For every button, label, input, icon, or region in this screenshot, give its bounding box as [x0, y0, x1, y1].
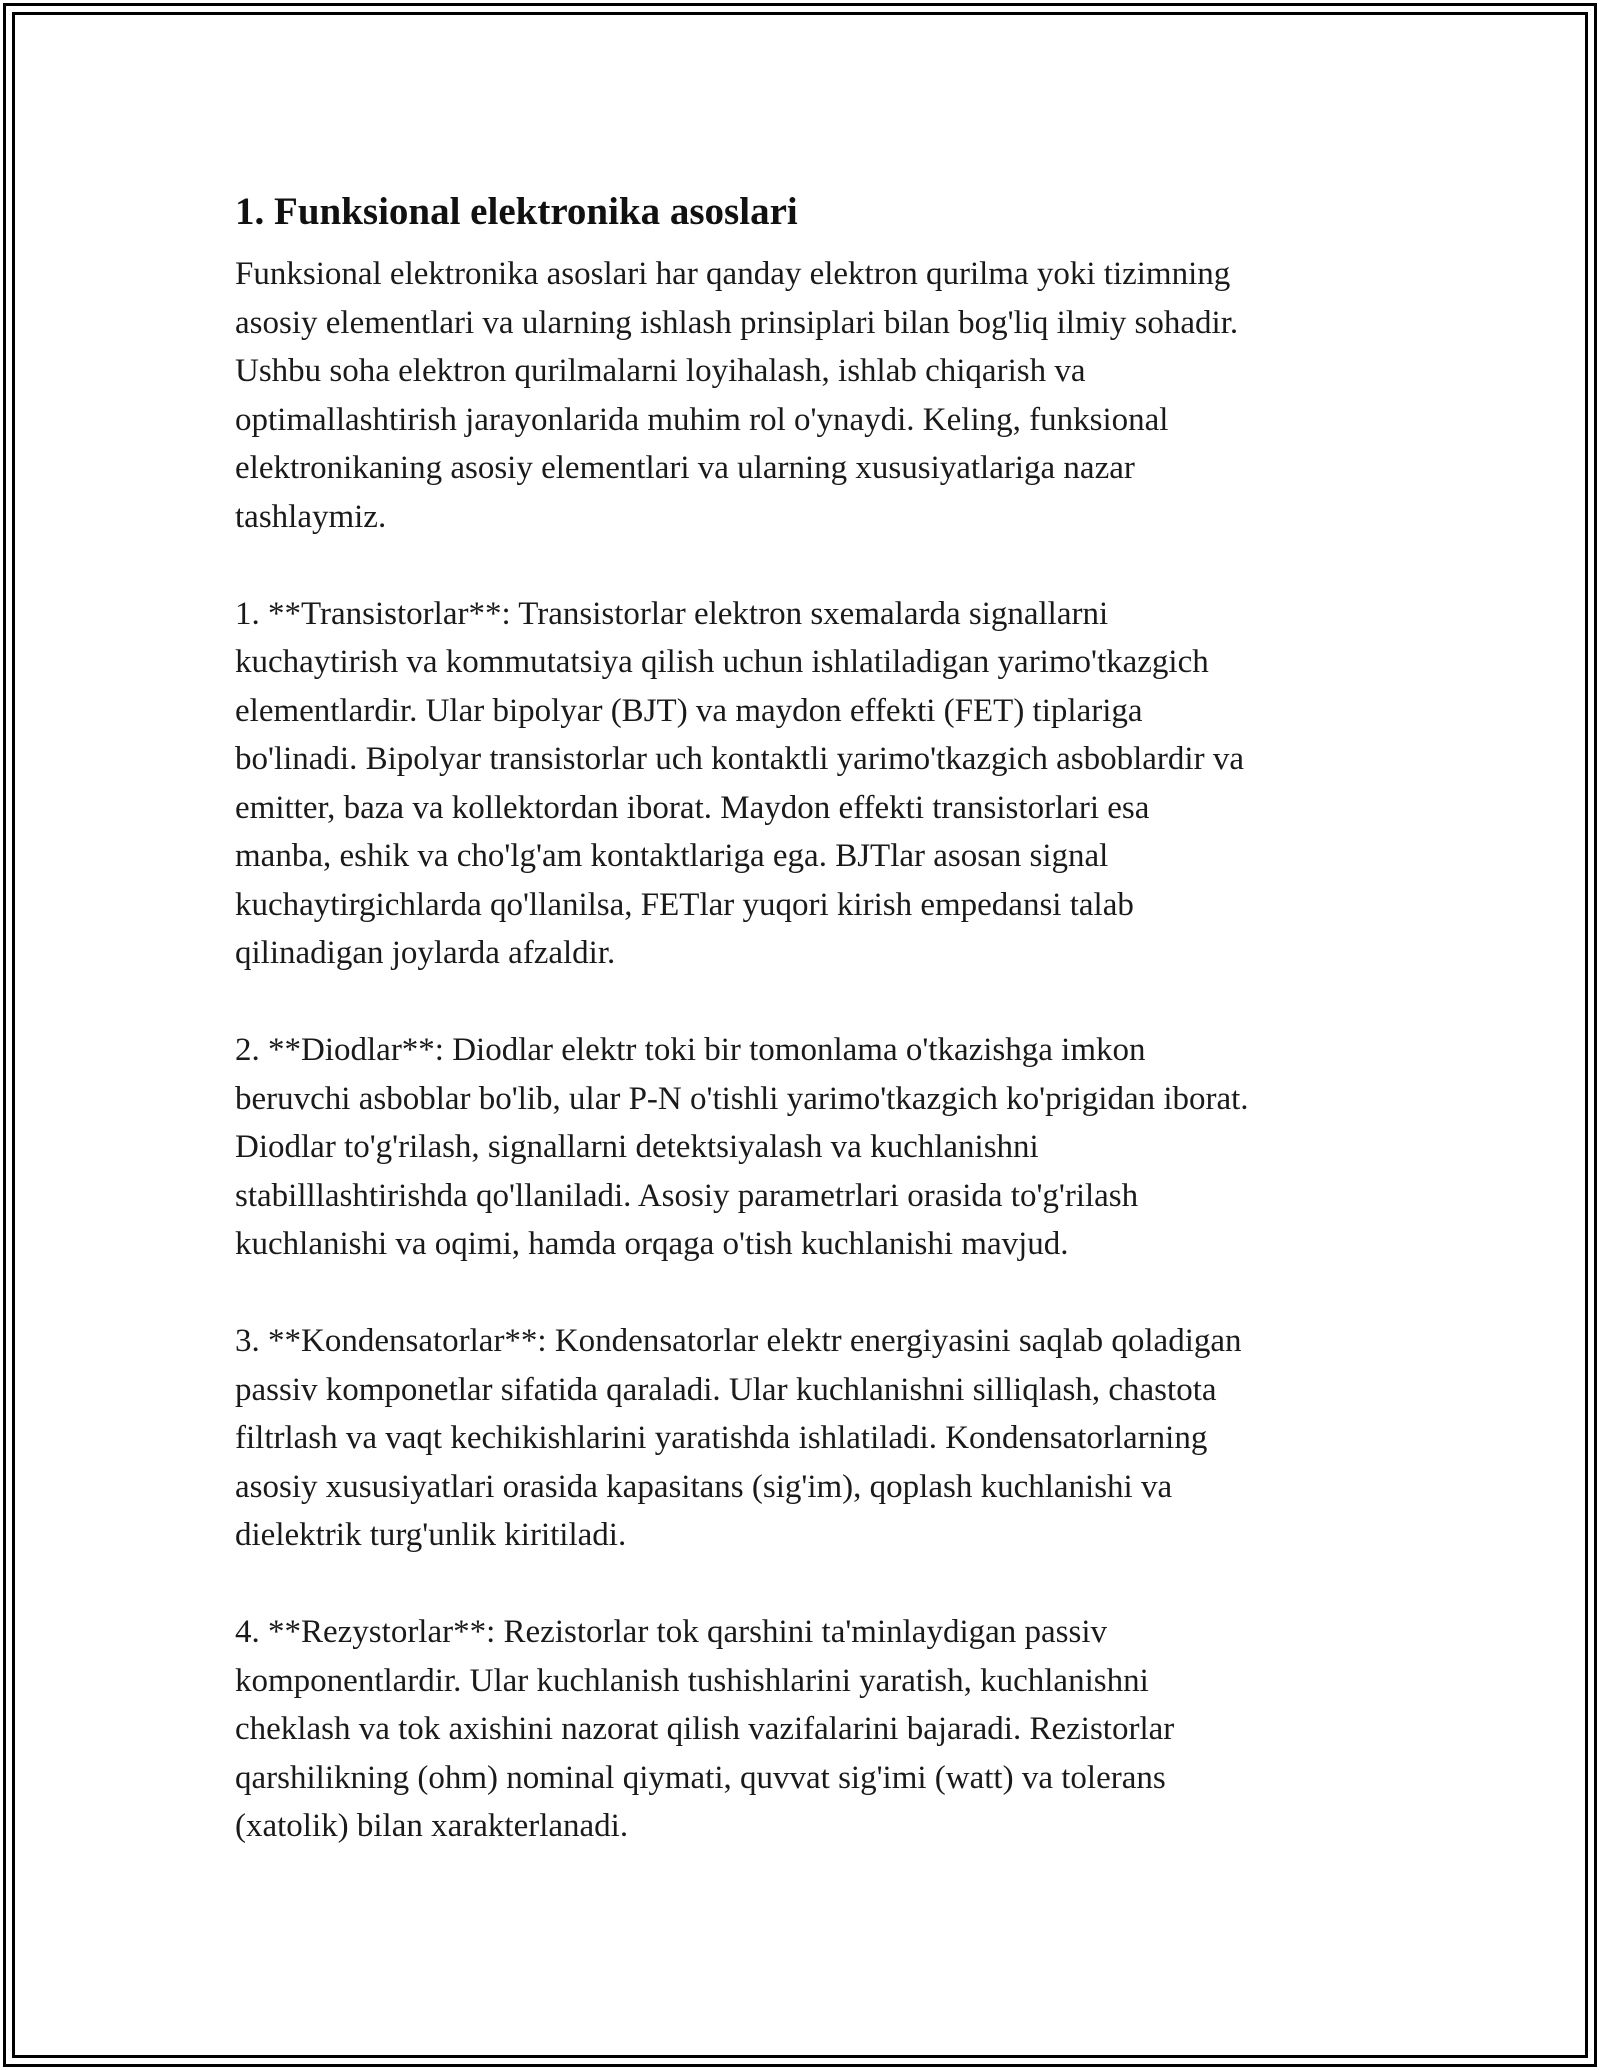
diodes-paragraph: 2. **Diodlar**: Diodlar elektr toki bir tomonlama o'tkazishga imkon beruvchi asboblar bo'lib, ular P-N o'tishli yarimo'tkazgich ko'prigidan iborat. Diodlar to'g'rilash, signallarni detektsiyalash va kuchlanishni stabilllashtirishda qo'llaniladi. Asosiy parametrlari orasida to'g'rilash kuchlanishi va oqimi, hamda orqaga o'tish kuchlanishi mavjud. — [235, 1032, 1249, 1262]
resistors-paragraph: 4. **Rezystorlar**: Rezistorlar tok qarshini ta'minlaydigan passiv komponentlardir. Ular kuchlanish tushishlarini yaratish, kuchlanishni cheklash va tok axishini nazorat qilish vazifalarini bajaradi. Rezistorlar qarshilikning (ohm) nominal qiymati, quvvat sig'imi (watt) va tolerans (xatolik) bilan xarakterlanadi. — [235, 1614, 1175, 1844]
capacitors-paragraph: 3. **Kondensatorlar**: Kondensatorlar elektr energiyasini saqlab qoladigan passiv komponetlar sifatida qaraladi. Ular kuchlanishni silliqlash, chastota filtrlash va vaqt kechikishlarini yaratishda ishlatiladi. Kondensatorlarning asosiy xususiyatlari orasida kapasitans (sig'im), qoplash kuchlanishi va dielektrik turg'unlik kiritiladi. — [235, 1323, 1242, 1553]
document-title: 1. Funksional elektronika asoslari — [235, 190, 798, 233]
document-body — [235, 182, 1385, 1899]
intro-paragraph: Funksional elektronika asoslari har qanday elektron qurilma yoki tizimning asosiy elementlari va ularning ishlash prinsiplari bilan bog'liq ilmiy sohadir. Ushbu soha elektron qurilmalarni loyihalash, ishlab chiqarish va optimallashtirish jarayonlarida muhim rol o'ynaydi. Keling, funksional elektronikaning asosiy elementlari va ularning xususiyatlariga nazar tashlaymiz. — [235, 256, 1239, 535]
transistors-paragraph: 1. **Transistorlar**: Transistorlar elektron sxemalarda signallarni kuchaytirish va kommutatsiya qilish uchun ishlatiladigan yarimo'tkazgich elementlardir. Ular bipolyar (BJT) va maydon effekti (FET) tiplariga bo'linadi. Bipolyar transistorlar uch kontaktli yarimo'tkazgich asboblardir va emitter, baza va kollektordan iborat. Maydon effekti transistorlari esa manba, eshik va cho'lg'am kontaktlariga ega. BJTlar asosan signal kuchaytirgichlarda qo'llanilsa, FETlar yuqori kirish empedansi talab qilinadigan joylarda afzaldir. — [235, 595, 1244, 971]
